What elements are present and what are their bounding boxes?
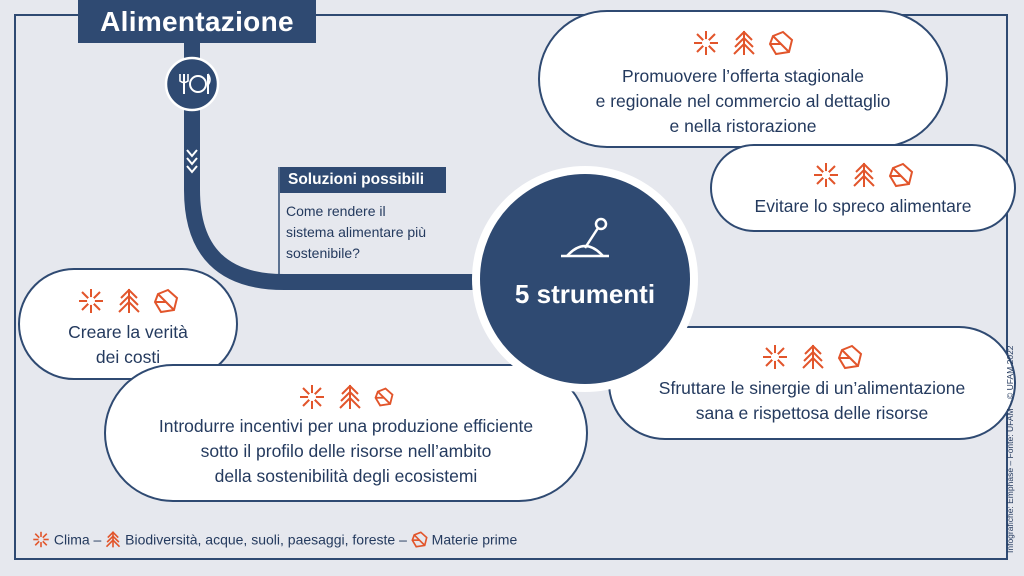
instrument-text xyxy=(106,414,586,489)
clima-icon xyxy=(692,30,720,56)
legend-materie-prime: Materie prime xyxy=(431,531,518,548)
instrument-text xyxy=(610,376,1014,426)
legend-biodiversita: Biodiversità, acque, suoli, paesaggi, foreste – xyxy=(125,531,407,548)
materie-prime-icon xyxy=(888,162,914,188)
instrument-pill xyxy=(538,10,948,148)
clima-icon xyxy=(761,344,789,370)
instrument-pill xyxy=(710,144,1016,232)
icon-row xyxy=(712,162,1014,188)
biodiversita-icon xyxy=(852,162,876,188)
center-label: 5 strumenti xyxy=(514,279,656,309)
clima-icon xyxy=(77,288,105,314)
solutions-question xyxy=(286,201,466,264)
instrument-line: Introdurre incentivi per una produzione efficiente xyxy=(158,416,534,436)
biodiversita-icon xyxy=(732,30,756,56)
materie-prime-icon xyxy=(153,288,179,314)
credit-text: Infografiche: Emphase – Fonte: UFAM – © UFAM 2022 xyxy=(1005,345,1015,553)
plate-cutlery-icon xyxy=(164,56,220,112)
materie-prime-icon xyxy=(374,387,394,407)
instrument-text xyxy=(712,194,1014,219)
icon-row xyxy=(106,384,586,410)
question-line: sistema alimentare più xyxy=(286,224,427,240)
question-line: sostenibile? xyxy=(286,245,360,261)
instrument-text xyxy=(20,320,236,370)
biodiversita-icon xyxy=(105,531,121,548)
clima-icon xyxy=(298,384,326,410)
instrument-line: Sfruttare le sinergie di un’alimentazione xyxy=(658,378,966,398)
center-circle xyxy=(472,166,698,392)
instrument-line: dei costi xyxy=(95,347,161,367)
instrument-line: Evitare lo spreco alimentare xyxy=(754,196,972,216)
icon-row xyxy=(20,288,236,314)
instrument-line: sotto il profilo delle risorse nell’ambito xyxy=(200,441,492,461)
instrument-line: Creare la verità xyxy=(68,322,188,342)
page-title: Alimentazione xyxy=(100,6,294,37)
instrument-line: Promuovere l’offerta stagionale xyxy=(622,66,864,86)
legend xyxy=(32,530,517,548)
icon-row xyxy=(540,30,946,56)
instrument-line: sana e rispettosa delle risorse xyxy=(695,403,929,423)
solutions-heading: Soluzioni possibili xyxy=(288,171,425,188)
materie-prime-icon xyxy=(411,531,428,548)
solutions-heading-box xyxy=(280,167,446,193)
clima-icon xyxy=(812,162,840,188)
biodiversita-icon xyxy=(117,288,141,314)
biodiversita-icon xyxy=(801,344,825,370)
instrument-line: della sostenibilità degli ecosistemi xyxy=(214,466,478,486)
clima-icon xyxy=(32,531,50,548)
legend-clima: Clima – xyxy=(53,531,102,548)
materie-prime-icon xyxy=(837,344,863,370)
biodiversita-icon xyxy=(338,384,362,410)
instrument-pill xyxy=(104,364,588,502)
title-box xyxy=(78,0,316,43)
question-line: Come rendere il xyxy=(286,203,386,219)
instrument-line: e nella ristorazione xyxy=(669,116,817,136)
center-disc xyxy=(480,174,690,384)
materie-prime-icon xyxy=(768,30,794,56)
instrument-line: e regionale nel commercio al dettaglio xyxy=(595,91,891,111)
lever-icon xyxy=(555,216,615,266)
instrument-text xyxy=(540,64,946,139)
